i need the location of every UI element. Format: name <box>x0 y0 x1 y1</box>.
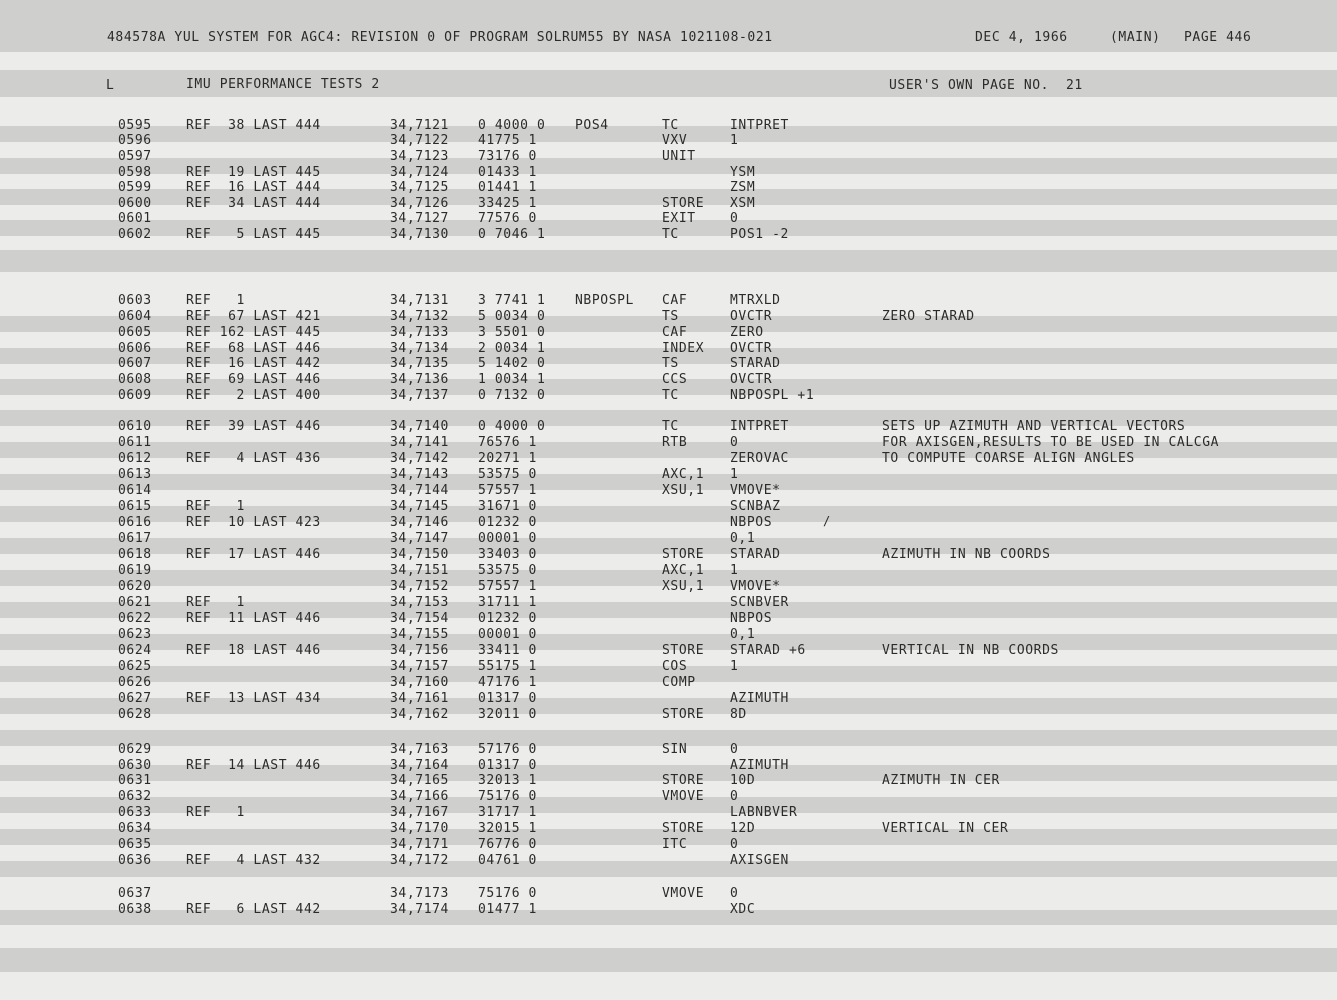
octal-word: 01441 1 <box>478 180 537 195</box>
operand: XSM <box>730 196 756 211</box>
operand: VMOVE* <box>730 483 781 498</box>
opcode: TS <box>662 309 679 324</box>
address: 34,7147 <box>390 531 449 546</box>
operand: NBPOSPL +1 <box>730 388 815 403</box>
address: 34,7163 <box>390 742 449 757</box>
operand: INTPRET <box>730 118 789 133</box>
paper-band <box>0 250 1337 272</box>
opcode: EXIT <box>662 211 696 226</box>
address: 34,7121 <box>390 118 449 133</box>
operand: 0 <box>730 211 739 226</box>
octal-word: 73176 0 <box>478 149 537 164</box>
ref-field: REF 69 LAST 446 <box>186 372 321 387</box>
octal-word: 01232 0 <box>478 515 537 530</box>
address: 34,7171 <box>390 837 449 852</box>
operand: 0,1 <box>730 531 756 546</box>
octal-word: 33425 1 <box>478 196 537 211</box>
octal-word: 31717 1 <box>478 805 537 820</box>
octal-word: 57557 1 <box>478 579 537 594</box>
octal-word: 76776 0 <box>478 837 537 852</box>
line-number: 0599 <box>118 180 152 195</box>
opcode: TC <box>662 227 679 242</box>
operand: NBPOS <box>730 611 773 626</box>
octal-word: 01477 1 <box>478 902 537 917</box>
address: 34,7145 <box>390 499 449 514</box>
octal-word: 0 7132 0 <box>478 388 546 403</box>
octal-word: 1 0034 1 <box>478 372 546 387</box>
operand: VMOVE* <box>730 579 781 594</box>
operand: STARAD <box>730 547 781 562</box>
line-number: 0620 <box>118 579 152 594</box>
ref-field: REF 4 LAST 432 <box>186 853 321 868</box>
operand: OVCTR <box>730 309 773 324</box>
ref-field: REF 2 LAST 400 <box>186 388 321 403</box>
line-number: 0628 <box>118 707 152 722</box>
line-number: 0603 <box>118 293 152 308</box>
operand: 1 <box>730 563 739 578</box>
line-number: 0625 <box>118 659 152 674</box>
header-date: DEC 4, 1966 <box>975 30 1068 45</box>
operand: 12D <box>730 821 756 836</box>
ref-field: REF 4 LAST 436 <box>186 451 321 466</box>
line-number: 0608 <box>118 372 152 387</box>
comment: SETS UP AZIMUTH AND VERTICAL VECTORS <box>882 419 1186 434</box>
paper-band <box>0 0 1337 30</box>
ref-field: REF 6 LAST 442 <box>186 902 321 917</box>
octal-word: 3 5501 0 <box>478 325 546 340</box>
line-number: 0629 <box>118 742 152 757</box>
line-number: 0610 <box>118 419 152 434</box>
line-number: 0623 <box>118 627 152 642</box>
octal-word: 53575 0 <box>478 467 537 482</box>
address: 34,7165 <box>390 773 449 788</box>
line-number: 0614 <box>118 483 152 498</box>
opcode: XSU,1 <box>662 483 705 498</box>
comment: VERTICAL IN CER <box>882 821 1009 836</box>
address: 34,7146 <box>390 515 449 530</box>
octal-word: 76576 1 <box>478 435 537 450</box>
ref-field: REF 18 LAST 446 <box>186 643 321 658</box>
opcode: STORE <box>662 547 705 562</box>
comment: TO COMPUTE COARSE ALIGN ANGLES <box>882 451 1135 466</box>
operand: OVCTR <box>730 341 773 356</box>
address: 34,7151 <box>390 563 449 578</box>
address: 34,7134 <box>390 341 449 356</box>
line-number: 0604 <box>118 309 152 324</box>
line-number: 0612 <box>118 451 152 466</box>
address: 34,7130 <box>390 227 449 242</box>
opcode: VMOVE <box>662 789 705 804</box>
octal-word: 01317 0 <box>478 691 537 706</box>
address: 34,7125 <box>390 180 449 195</box>
line-number: 0596 <box>118 133 152 148</box>
address: 34,7174 <box>390 902 449 917</box>
octal-word: 47176 1 <box>478 675 537 690</box>
address: 34,7154 <box>390 611 449 626</box>
operand: 0,1 <box>730 627 756 642</box>
line-number: 0595 <box>118 118 152 133</box>
line-number: 0607 <box>118 356 152 371</box>
opcode: TS <box>662 356 679 371</box>
octal-word: 75176 0 <box>478 886 537 901</box>
address: 34,7126 <box>390 196 449 211</box>
octal-word: 01232 0 <box>478 611 537 626</box>
operand: LABNBVER <box>730 805 798 820</box>
opcode: SIN <box>662 742 688 757</box>
address: 34,7135 <box>390 356 449 371</box>
octal-word: 31671 0 <box>478 499 537 514</box>
operand: 0 <box>730 886 739 901</box>
octal-word: 32011 0 <box>478 707 537 722</box>
line-number: 0626 <box>118 675 152 690</box>
line-number: 0616 <box>118 515 152 530</box>
octal-word: 33403 0 <box>478 547 537 562</box>
octal-word: 01433 1 <box>478 165 537 180</box>
ref-field: REF 1 <box>186 595 245 610</box>
octal-word: 0 7046 1 <box>478 227 546 242</box>
operand: 0 <box>730 742 739 757</box>
opcode: CAF <box>662 293 688 308</box>
octal-word: 01317 0 <box>478 758 537 773</box>
ref-field: REF 13 LAST 434 <box>186 691 321 706</box>
address: 34,7173 <box>390 886 449 901</box>
line-number: 0622 <box>118 611 152 626</box>
address: 34,7162 <box>390 707 449 722</box>
ref-field: REF 16 LAST 444 <box>186 180 321 195</box>
address: 34,7132 <box>390 309 449 324</box>
header-page-number: PAGE 446 <box>1184 30 1252 45</box>
ref-field: REF 39 LAST 446 <box>186 419 321 434</box>
opcode: TC <box>662 419 679 434</box>
line-number: 0635 <box>118 837 152 852</box>
line-number: 0619 <box>118 563 152 578</box>
octal-word: 57176 0 <box>478 742 537 757</box>
address: 34,7155 <box>390 627 449 642</box>
line-number: 0606 <box>118 341 152 356</box>
opcode: XSU,1 <box>662 579 705 594</box>
address: 34,7140 <box>390 419 449 434</box>
operand: ZSM <box>730 180 756 195</box>
address: 34,7160 <box>390 675 449 690</box>
operand: ZERO <box>730 325 764 340</box>
ref-field: REF 14 LAST 446 <box>186 758 321 773</box>
line-number: 0634 <box>118 821 152 836</box>
octal-word: 0 4000 0 <box>478 419 546 434</box>
line-number: 0630 <box>118 758 152 773</box>
address: 34,7166 <box>390 789 449 804</box>
operand: 1 <box>730 659 739 674</box>
opcode: VMOVE <box>662 886 705 901</box>
line-number: 0617 <box>118 531 152 546</box>
paper-band <box>0 948 1337 972</box>
ref-field: REF 5 LAST 445 <box>186 227 321 242</box>
opcode: AXC,1 <box>662 563 705 578</box>
operand: SCNBVER <box>730 595 789 610</box>
ref-field: REF 1 <box>186 293 245 308</box>
address: 34,7131 <box>390 293 449 308</box>
address: 34,7123 <box>390 149 449 164</box>
octal-word: 04761 0 <box>478 853 537 868</box>
comment: AZIMUTH IN NB COORDS <box>882 547 1051 562</box>
address: 34,7152 <box>390 579 449 594</box>
ref-field: REF 34 LAST 444 <box>186 196 321 211</box>
opcode: UNIT <box>662 149 696 164</box>
operand: 0 <box>730 435 739 450</box>
address: 34,7164 <box>390 758 449 773</box>
octal-word: 32015 1 <box>478 821 537 836</box>
address: 34,7142 <box>390 451 449 466</box>
octal-word: 3 7741 1 <box>478 293 546 308</box>
address: 34,7167 <box>390 805 449 820</box>
address: 34,7143 <box>390 467 449 482</box>
opcode: STORE <box>662 707 705 722</box>
line-number: 0600 <box>118 196 152 211</box>
ref-field: REF 162 LAST 445 <box>186 325 321 340</box>
operand: AXISGEN <box>730 853 789 868</box>
line-number: 0636 <box>118 853 152 868</box>
operand: AZIMUTH <box>730 758 789 773</box>
line-number: 0605 <box>118 325 152 340</box>
operand: NBPOS <box>730 515 773 530</box>
symbol-label: NBPOSPL <box>575 293 634 308</box>
address: 34,7170 <box>390 821 449 836</box>
opcode: TC <box>662 388 679 403</box>
address: 34,7133 <box>390 325 449 340</box>
octal-word: 53575 0 <box>478 563 537 578</box>
address: 34,7137 <box>390 388 449 403</box>
ref-field: REF 11 LAST 446 <box>186 611 321 626</box>
operand: STARAD <box>730 356 781 371</box>
opcode: STORE <box>662 821 705 836</box>
octal-word: 20271 1 <box>478 451 537 466</box>
comment: AZIMUTH IN CER <box>882 773 1000 788</box>
user-page-number: USER'S OWN PAGE NO. 21 <box>889 78 1083 93</box>
address: 34,7144 <box>390 483 449 498</box>
log-marker: L <box>106 78 115 93</box>
address: 34,7127 <box>390 211 449 226</box>
ref-field: REF 16 LAST 442 <box>186 356 321 371</box>
line-number: 0633 <box>118 805 152 820</box>
ref-field: REF 1 <box>186 499 245 514</box>
line-number: 0602 <box>118 227 152 242</box>
line-number: 0637 <box>118 886 152 901</box>
line-number: 0601 <box>118 211 152 226</box>
opcode: STORE <box>662 196 705 211</box>
header-section: (MAIN) <box>1110 30 1161 45</box>
operand: INTPRET <box>730 419 789 434</box>
comment: FOR AXISGEN,RESULTS TO BE USED IN CALCGA <box>882 435 1220 450</box>
octal-word: 31711 1 <box>478 595 537 610</box>
octal-word: 5 1402 0 <box>478 356 546 371</box>
octal-word: 0 4000 0 <box>478 118 546 133</box>
line-number: 0598 <box>118 165 152 180</box>
operand: XDC <box>730 902 756 917</box>
octal-word: 00001 0 <box>478 531 537 546</box>
opcode: ITC <box>662 837 688 852</box>
octal-word: 55175 1 <box>478 659 537 674</box>
ref-field: REF 67 LAST 421 <box>186 309 321 324</box>
address: 34,7150 <box>390 547 449 562</box>
operand: 8D <box>730 707 747 722</box>
operand: 0 <box>730 837 739 852</box>
ref-field: REF 17 LAST 446 <box>186 547 321 562</box>
operand: 1 <box>730 133 739 148</box>
operand: POS1 -2 <box>730 227 789 242</box>
ref-field: REF 10 LAST 423 <box>186 515 321 530</box>
line-number: 0615 <box>118 499 152 514</box>
comment: ZERO STARAD <box>882 309 975 324</box>
line-number: 0638 <box>118 902 152 917</box>
log-section-title: IMU PERFORMANCE TESTS 2 <box>186 77 380 92</box>
opcode: INDEX <box>662 341 705 356</box>
operand: 0 <box>730 789 739 804</box>
ref-field: REF 19 LAST 445 <box>186 165 321 180</box>
opcode: STORE <box>662 773 705 788</box>
operand: MTRXLD <box>730 293 781 308</box>
opcode: VXV <box>662 133 688 148</box>
line-number: 0613 <box>118 467 152 482</box>
address: 34,7172 <box>390 853 449 868</box>
line-number: 0597 <box>118 149 152 164</box>
line-number: 0627 <box>118 691 152 706</box>
operand: OVCTR <box>730 372 773 387</box>
address: 34,7153 <box>390 595 449 610</box>
opcode: RTB <box>662 435 688 450</box>
address: 34,7124 <box>390 165 449 180</box>
octal-word: 77576 0 <box>478 211 537 226</box>
line-number: 0609 <box>118 388 152 403</box>
address: 34,7122 <box>390 133 449 148</box>
line-number: 0631 <box>118 773 152 788</box>
line-number: 0624 <box>118 643 152 658</box>
octal-word: 33411 0 <box>478 643 537 658</box>
line-number: 0621 <box>118 595 152 610</box>
operand: SCNBAZ <box>730 499 781 514</box>
octal-word: 00001 0 <box>478 627 537 642</box>
operand: 1 <box>730 467 739 482</box>
opcode: STORE <box>662 643 705 658</box>
handwritten-slash-mark: / <box>823 514 831 528</box>
address: 34,7157 <box>390 659 449 674</box>
line-number: 0632 <box>118 789 152 804</box>
ref-field: REF 1 <box>186 805 245 820</box>
opcode: CAF <box>662 325 688 340</box>
comment: VERTICAL IN NB COORDS <box>882 643 1059 658</box>
ref-field: REF 38 LAST 444 <box>186 118 321 133</box>
octal-word: 32013 1 <box>478 773 537 788</box>
opcode: COMP <box>662 675 696 690</box>
opcode: AXC,1 <box>662 467 705 482</box>
operand: STARAD +6 <box>730 643 806 658</box>
opcode: TC <box>662 118 679 133</box>
symbol-label: POS4 <box>575 118 609 133</box>
line-number: 0618 <box>118 547 152 562</box>
line-number: 0611 <box>118 435 152 450</box>
opcode: CCS <box>662 372 688 387</box>
octal-word: 57557 1 <box>478 483 537 498</box>
address: 34,7156 <box>390 643 449 658</box>
operand: ZEROVAC <box>730 451 789 466</box>
octal-word: 75176 0 <box>478 789 537 804</box>
address: 34,7161 <box>390 691 449 706</box>
operand: 10D <box>730 773 756 788</box>
octal-word: 2 0034 1 <box>478 341 546 356</box>
octal-word: 41775 1 <box>478 133 537 148</box>
header-system-line: 484578A YUL SYSTEM FOR AGC4: REVISION 0 OF PROGRAM SOLRUM55 BY NASA 1021108-021 <box>107 30 773 45</box>
octal-word: 5 0034 0 <box>478 309 546 324</box>
ref-field: REF 68 LAST 446 <box>186 341 321 356</box>
address: 34,7141 <box>390 435 449 450</box>
operand: YSM <box>730 165 756 180</box>
operand: AZIMUTH <box>730 691 789 706</box>
opcode: COS <box>662 659 688 674</box>
address: 34,7136 <box>390 372 449 387</box>
